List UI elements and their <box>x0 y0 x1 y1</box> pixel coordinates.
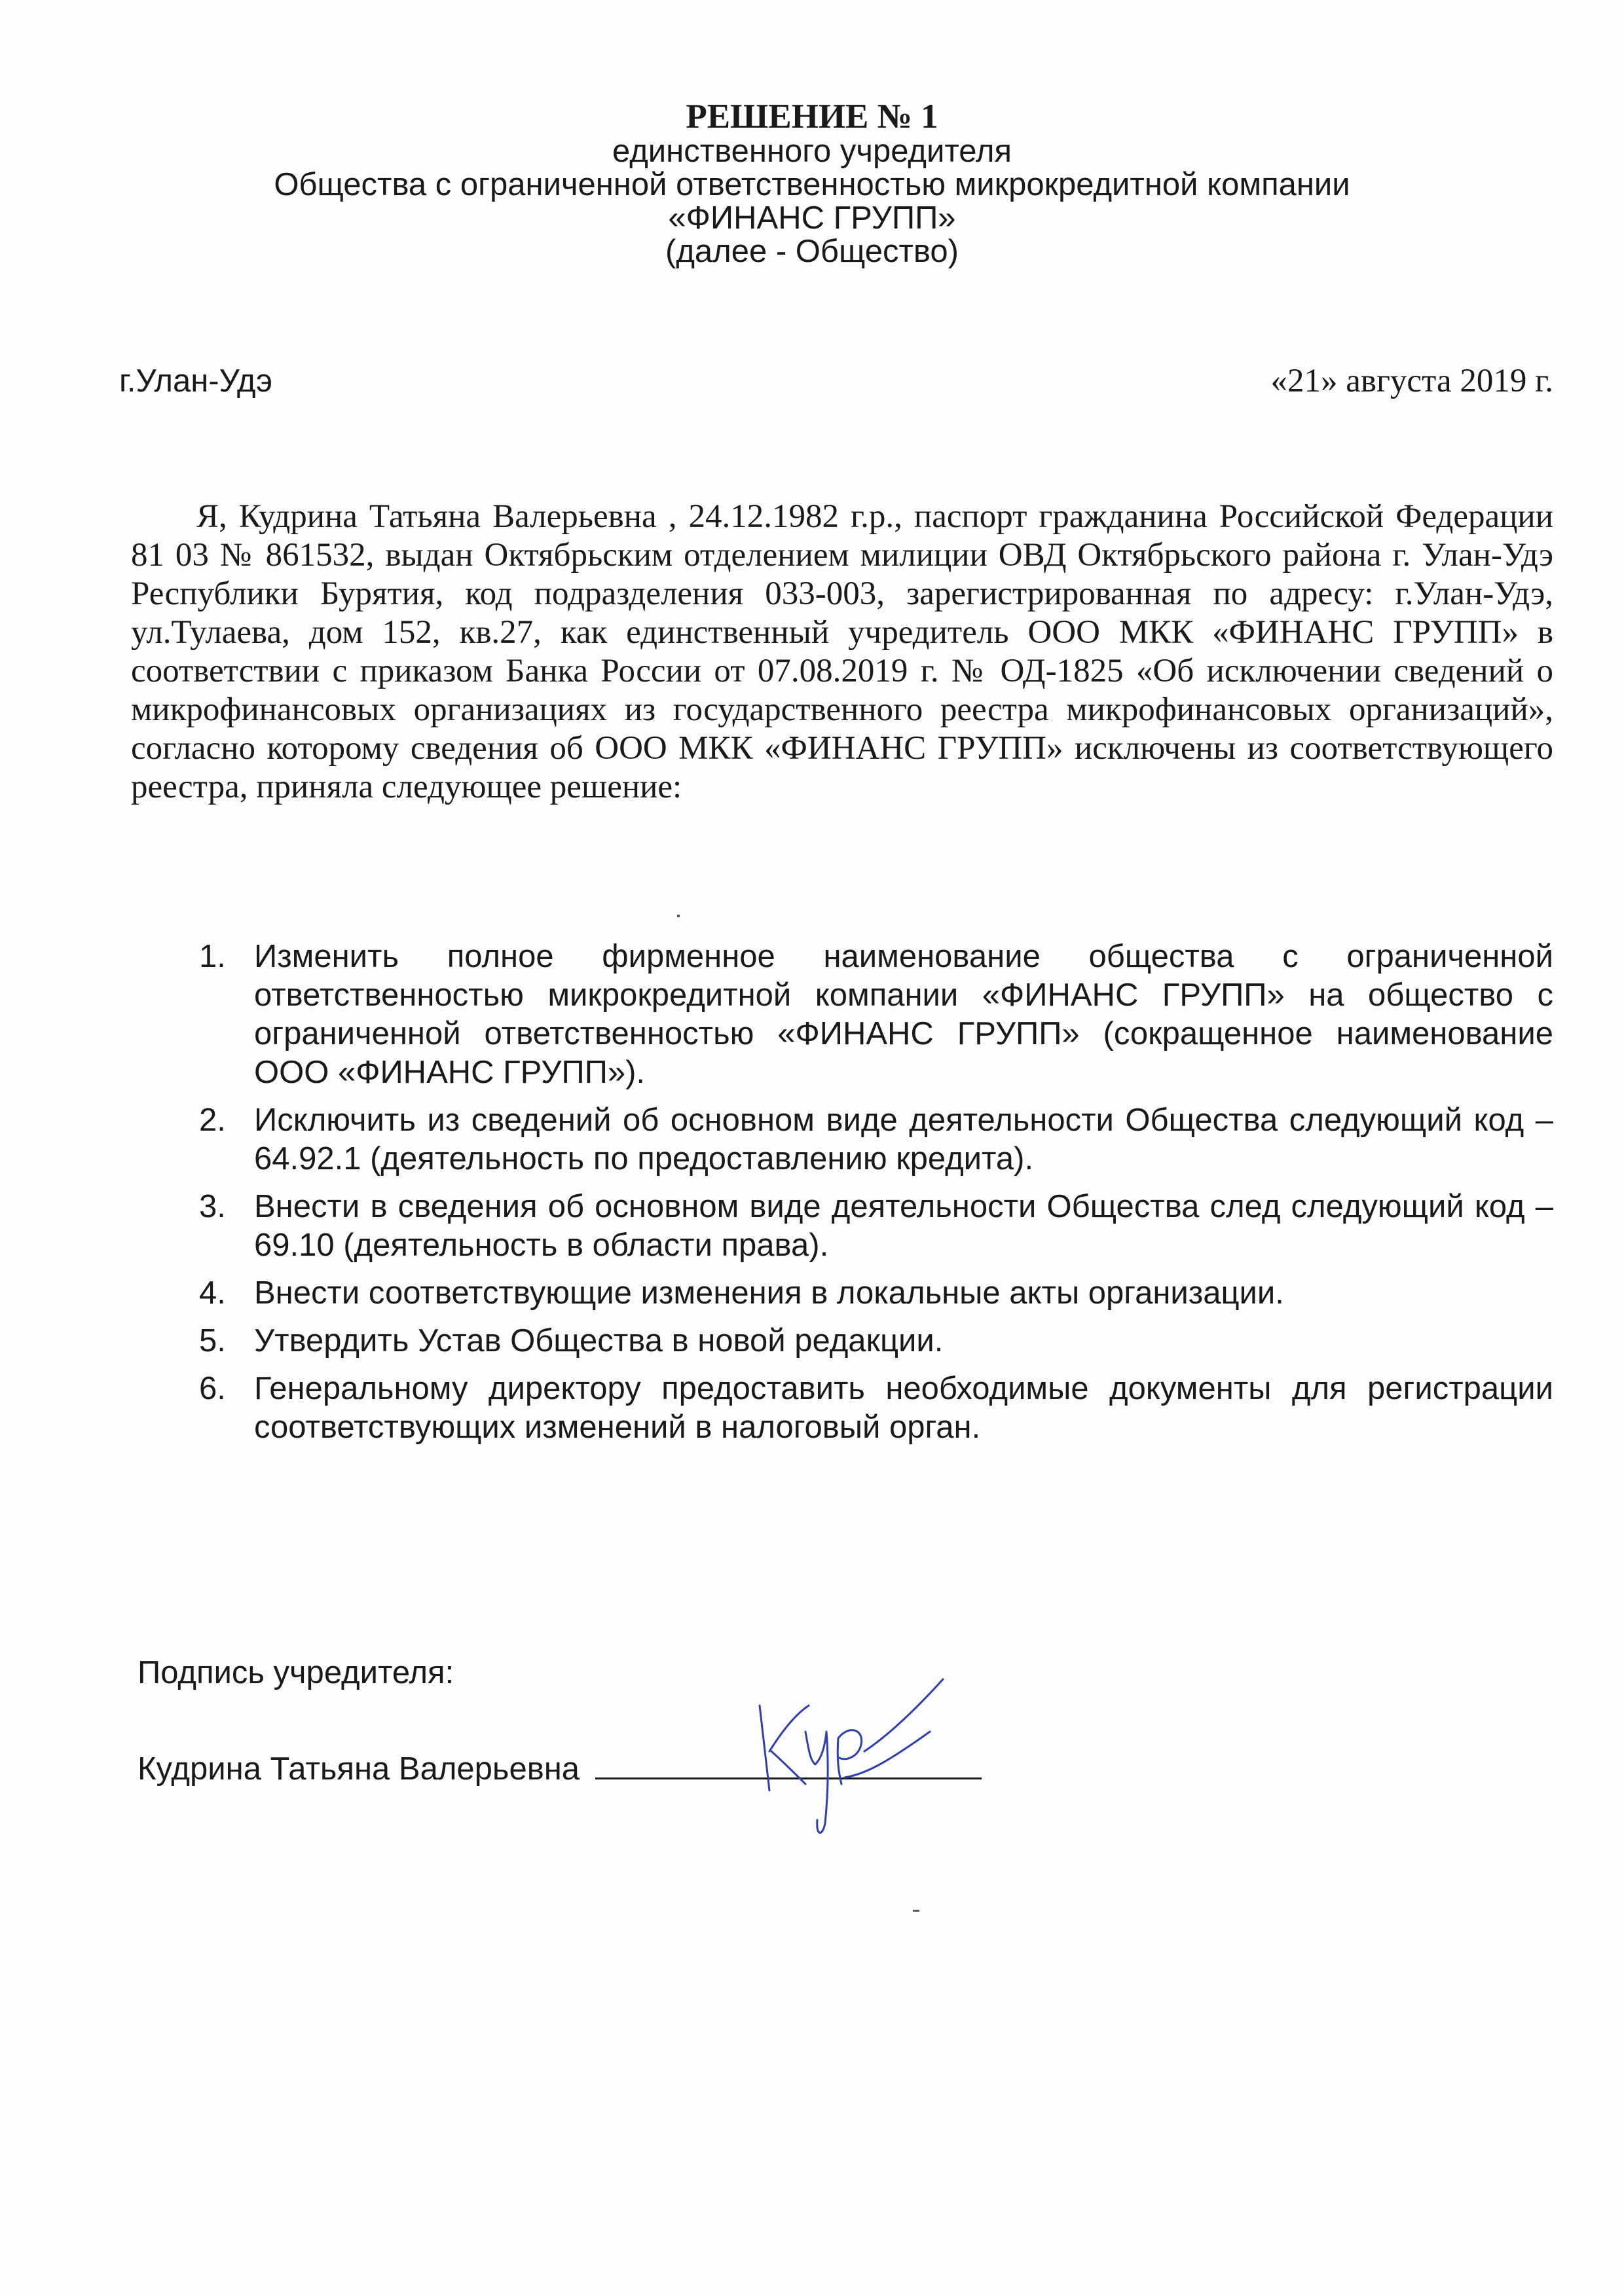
scan-speck <box>677 915 680 917</box>
list-item-number: 6. <box>199 1371 226 1406</box>
document-date: «21» августа 2019 г. <box>1270 363 1553 399</box>
document-title: РЕШЕНИЕ № 1 <box>686 98 938 136</box>
header-line-founder: единственного учредителя <box>612 134 1012 169</box>
list-item <box>131 938 1553 1092</box>
signature-label: Подпись учредителя: <box>138 1655 454 1690</box>
signer-name: Кудрина Татьяна Валерьевна <box>138 1751 580 1787</box>
header-line-short-name: (далее - Общество) <box>665 234 959 269</box>
list-item-text: Генеральному директору предоставить необходимые документы для регистрации соответствующих изменений в налоговый орган. <box>254 1371 1553 1445</box>
decision-preamble: Я, Кудрина Татьяна Валерьевна , 24.12.1982 г.р., паспорт гражданина Российской Федерации 81 03 № 861532, выдан Октябрьским отделением милиции ОВД Октябрьского района г. Улан-Удэ Республики Бурятия, код подразделения 033-003, зарегистрированная по адресу: г.Улан-Удэ, ул.Тулаева, дом 152, кв.27, как единственный учредитель ООО МКК «ФИНАНС ГРУПП» в соответствии с приказом Банка России от 07.08.2019 г. № ОД-1825 «Об исключении сведений о микрофинансовых организациях из государственного реестра микрофинансовых организаций», согласно которому сведения об ООО МКК «ФИНАНС ГРУПП» исключены из соответствующего реестра, приняла следующее решение: <box>131 498 1553 805</box>
list-item <box>131 1370 1553 1447</box>
header-line-company-name: «ФИНАНС ГРУПП» <box>668 200 956 236</box>
handwritten-signature-icon <box>733 1653 956 1850</box>
document-place: г.Улан-Удэ <box>119 363 273 399</box>
list-item-text: Исключить из сведений об основном виде деятельности Общества следующий код – 64.92.1 (деятельность по предоставлению кредита). <box>254 1102 1553 1176</box>
list-item-text: Внести соответствующие изменения в локальные акты организации. <box>254 1275 1284 1311</box>
list-item-number: 4. <box>199 1275 226 1311</box>
list-item-number: 5. <box>199 1323 226 1358</box>
list-item <box>131 1101 1553 1178</box>
list-item <box>131 1274 1553 1313</box>
list-item <box>131 1188 1553 1265</box>
list-item-number: 2. <box>199 1102 226 1138</box>
document-header <box>196 98 1428 268</box>
list-item-text: Внести в сведения об основном виде деятельности Общества след следующий код – 69.10 (деятельность в области права). <box>254 1189 1553 1263</box>
list-item-number: 3. <box>199 1189 226 1224</box>
list-item-text: Утвердить Устав Общества в новой редакции. <box>254 1323 944 1358</box>
list-item-number: 1. <box>199 939 226 974</box>
decision-list <box>131 938 1553 1456</box>
list-item <box>131 1322 1553 1360</box>
list-item-text: Изменить полное фирменное наименование общества с ограниченной ответственностью микрокредитной компании «ФИНАНС ГРУПП» на общество с ограниченной ответственностью «ФИНАНС ГРУПП» (сокращенное наименование ООО «ФИНАНС ГРУПП»). <box>254 939 1553 1090</box>
scan-speck <box>913 1910 919 1912</box>
header-line-company-type: Общества с ограниченной ответственностью микрокредитной компании <box>274 167 1350 202</box>
